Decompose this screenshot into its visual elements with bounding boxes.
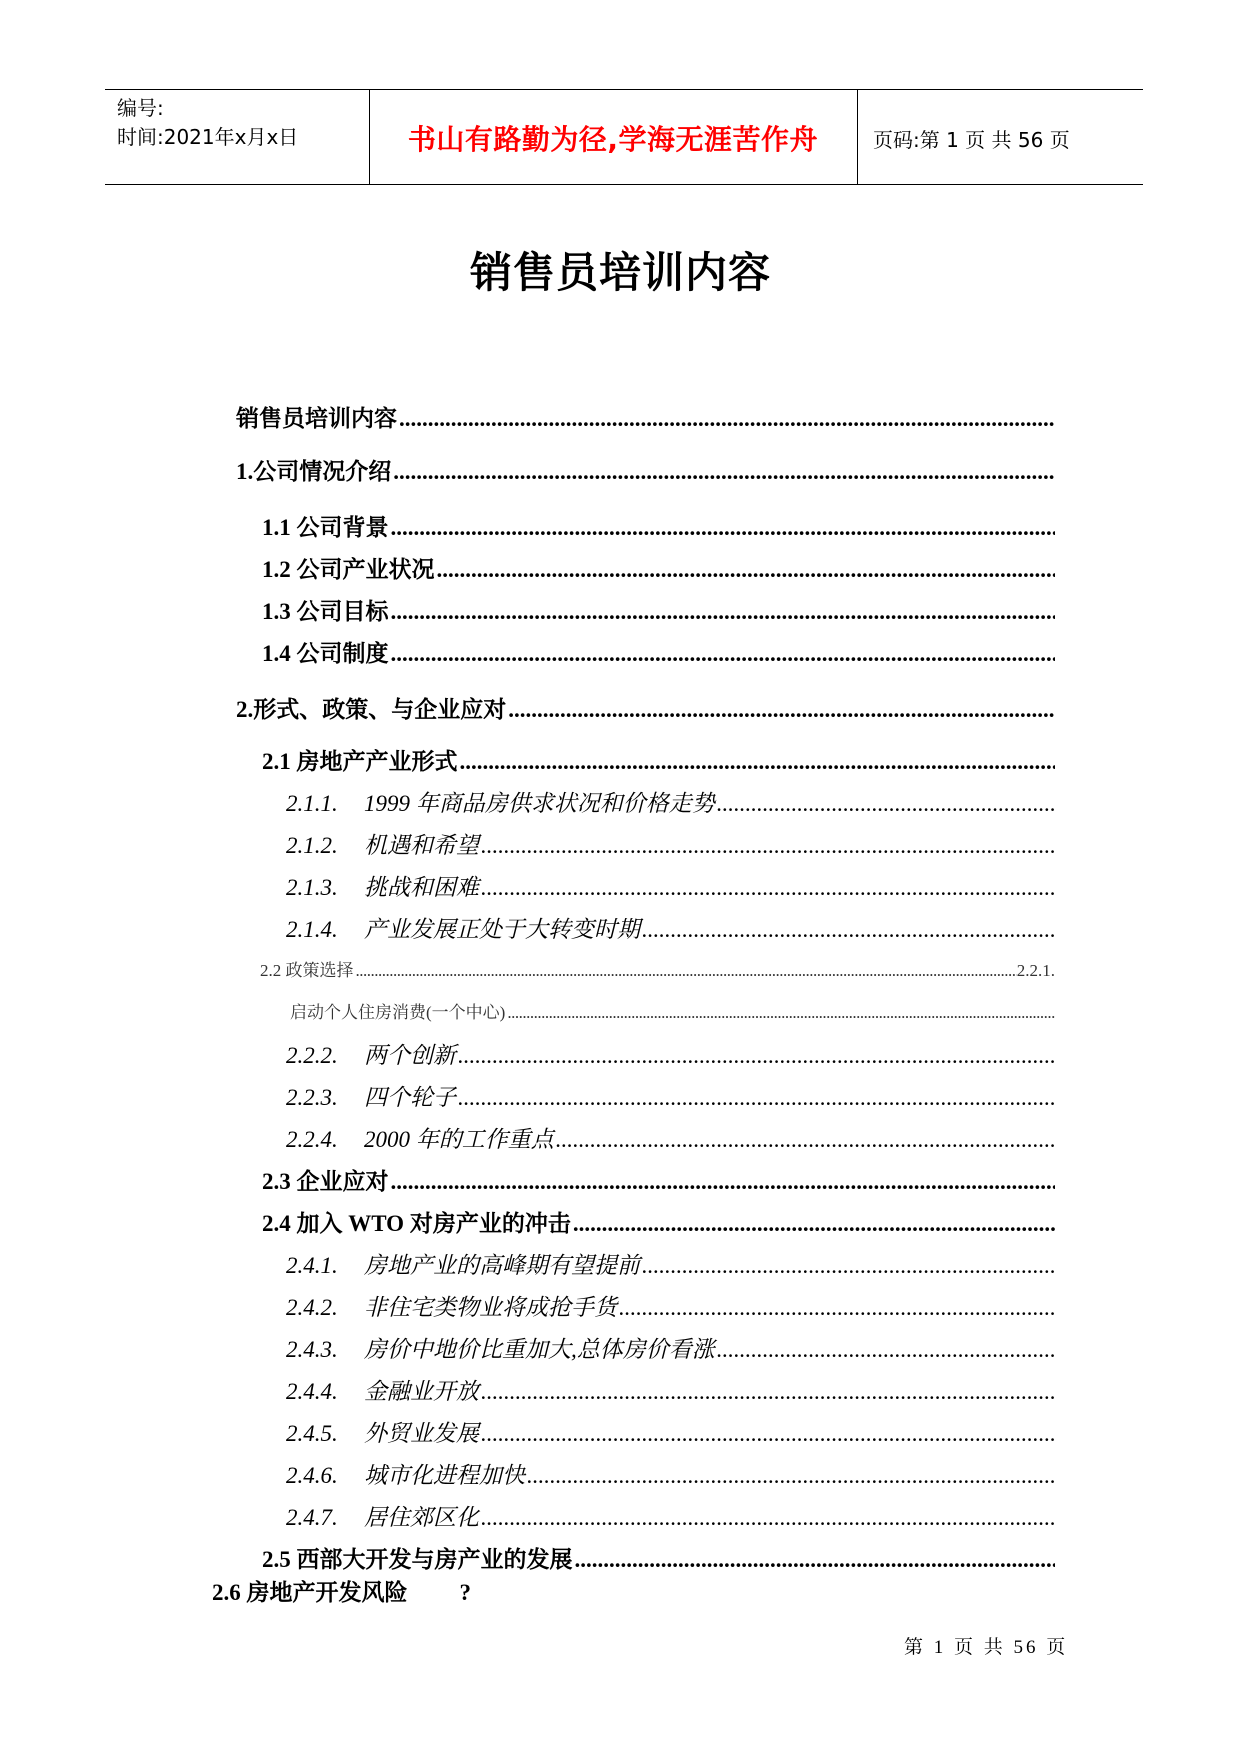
toc-entry[interactable] <box>286 1331 1055 1364</box>
toc-entry[interactable] <box>286 1247 1055 1280</box>
toc-leader-dots <box>356 961 1017 981</box>
toc-leader-dots <box>391 515 1056 541</box>
toc-entry-number: 2.4.2. <box>286 1295 338 1320</box>
header-divider <box>857 90 858 184</box>
toc-entry[interactable] <box>286 1121 1055 1154</box>
number-label: 编号: <box>117 96 164 120</box>
toc-entry-number: 2.4.4. <box>286 1379 338 1404</box>
toc-entry-label: 2.3 企业应对 <box>262 1169 389 1194</box>
document-title: 销售员培训内容 <box>469 248 771 297</box>
toc-entry-number: 2.1.1. <box>286 791 338 816</box>
toc-leader-dots <box>508 697 1055 723</box>
toc-entry-label: 金融业开放 <box>364 1379 479 1404</box>
toc-entry-label: 2.1 房地产产业形式 <box>262 749 458 774</box>
toc-entry-number: 2.1.2. <box>286 833 338 858</box>
toc-entry-label: 1.1 公司背景 <box>262 515 389 540</box>
header-meta <box>117 94 298 152</box>
time-label: 时间:2021年x月x日 <box>117 125 299 149</box>
toc-entry[interactable] <box>262 635 1055 668</box>
toc-leader-dots <box>717 791 1055 817</box>
toc-entry-label: 产业发展正处于大转变时期 <box>364 917 640 942</box>
toc-entry[interactable] <box>286 1415 1055 1448</box>
toc-leader-dots <box>556 1127 1055 1153</box>
toc-leader-dots <box>458 1043 1055 1069</box>
toc-entry[interactable] <box>286 1037 1055 1070</box>
toc-entry-number: 2.4.7. <box>286 1505 338 1530</box>
toc-entry-label: 启动个人住房消费(一个中心) <box>290 1003 506 1022</box>
toc-entry-label: 城市化进程加快 <box>364 1463 525 1488</box>
toc-entry-number: 2.2.1. <box>1016 961 1055 980</box>
toc-leader-dots <box>399 406 1055 432</box>
toc-entry[interactable] <box>286 827 1055 860</box>
toc-entry[interactable] <box>262 1205 1055 1238</box>
toc-entry[interactable] <box>286 911 1055 944</box>
toc-entry-label: 2.6 房地产开发风险 <box>212 1580 408 1605</box>
toc-leader-dots <box>507 1003 1055 1023</box>
toc-leader-dots <box>481 1421 1055 1447</box>
toc-leader-dots <box>481 833 1055 859</box>
toc-leader-dots <box>460 749 1056 775</box>
toc-entry[interactable] <box>286 1079 1055 1112</box>
toc-entry-label: 销售员培训内容 <box>236 406 397 431</box>
toc-entry-label: 2.形式、政策、与企业应对 <box>236 697 507 722</box>
toc-leader-dots <box>481 1505 1055 1531</box>
toc-leader-dots <box>437 557 1056 583</box>
toc-leader-dots <box>575 1547 1056 1573</box>
toc-entry-number: 2.1.3. <box>286 875 338 900</box>
toc-leader-dots <box>391 599 1056 625</box>
toc-entry[interactable] <box>262 1541 1055 1574</box>
header-motto: 书山有路勤为径,学海无涯苦作舟 <box>407 123 819 156</box>
toc-entry-label: 1.3 公司目标 <box>262 599 389 624</box>
toc-entry-label: 房地产业的高峰期有望提前 <box>364 1253 640 1278</box>
toc-entry[interactable] <box>262 551 1055 584</box>
toc-entry-number: 2.4.6. <box>286 1463 338 1488</box>
toc-leader-dots <box>391 641 1056 667</box>
toc-entry-number: 2.2.2. <box>286 1043 338 1068</box>
toc-leader-dots <box>481 875 1055 901</box>
toc-entry-number: 2.4.3. <box>286 1337 338 1362</box>
toc-leader-dots <box>642 1253 1055 1279</box>
toc-leader-dots <box>573 1211 1055 1237</box>
toc-entry-number: 2.1.4. <box>286 917 338 942</box>
toc-entry[interactable] <box>212 1574 471 1607</box>
toc-leader-dots <box>458 1085 1055 1111</box>
toc-entry[interactable] <box>262 509 1055 542</box>
toc-entry-marker: ? <box>459 1580 471 1605</box>
toc-entry-label: 居住郊区化 <box>364 1505 479 1530</box>
toc-entry[interactable] <box>290 998 1055 1023</box>
toc-entry-label: 挑战和困难 <box>364 875 479 900</box>
toc-entry[interactable] <box>286 1499 1055 1532</box>
toc-entry-label: 机遇和希望 <box>364 833 479 858</box>
toc-entry-label: 1.公司情况介绍 <box>236 459 392 484</box>
page-footer: 第 1 页 共 56 页 <box>904 1637 1069 1658</box>
toc-entry-number: 2.4.1. <box>286 1253 338 1278</box>
toc-entry[interactable] <box>286 785 1055 818</box>
toc-entry[interactable] <box>260 956 1055 981</box>
toc-entry-label: 2.4 加入 WTO 对房产业的冲击 <box>262 1211 571 1236</box>
toc-entry[interactable] <box>262 1163 1055 1196</box>
toc-entry-label: 非住宅类物业将成抢手货 <box>364 1295 617 1320</box>
toc-leader-dots <box>619 1295 1055 1321</box>
toc-entry[interactable] <box>286 1373 1055 1406</box>
toc-entry[interactable] <box>236 453 1055 486</box>
toc-entry[interactable] <box>236 691 1055 724</box>
toc-leader-dots <box>391 1169 1056 1195</box>
toc-entry-label: 1.4 公司制度 <box>262 641 389 666</box>
toc-entry-label: 外贸业发展 <box>364 1421 479 1446</box>
document-header <box>105 89 1143 185</box>
toc-leader-dots <box>527 1463 1055 1489</box>
toc-entry-label: 1.2 公司产业状况 <box>262 557 435 582</box>
toc-entry[interactable] <box>286 869 1055 902</box>
toc-leader-dots <box>393 459 1055 485</box>
toc-entry-number: 2.4.5. <box>286 1421 338 1446</box>
toc-entry-label: 房价中地价比重加大,总体房价看涨 <box>364 1337 715 1362</box>
toc-entry-label: 2000 年的工作重点 <box>364 1127 554 1152</box>
toc-entry[interactable] <box>236 400 1055 433</box>
toc-leader-dots <box>717 1337 1055 1363</box>
header-page-info: 页码:第 1 页 共 56 页 <box>873 128 1070 152</box>
toc-leader-dots <box>481 1379 1055 1405</box>
toc-entry[interactable] <box>286 1457 1055 1490</box>
toc-entry-label: 1999 年商品房供求状况和价格走势 <box>364 791 715 816</box>
toc-entry-label: 2.2 政策选择 <box>260 961 354 980</box>
toc-entry-label: 四个轮子 <box>364 1085 456 1110</box>
toc-entry[interactable] <box>262 593 1055 626</box>
toc-entry[interactable] <box>286 1289 1055 1322</box>
toc-entry-number: 2.2.3. <box>286 1085 338 1110</box>
toc-entry[interactable] <box>262 743 1055 776</box>
toc-entry-label: 2.5 西部大开发与房产业的发展 <box>262 1547 573 1572</box>
toc-entry-label: 两个创新 <box>364 1043 456 1068</box>
toc-entry-number: 2.2.4. <box>286 1127 338 1152</box>
toc-leader-dots <box>642 917 1055 943</box>
